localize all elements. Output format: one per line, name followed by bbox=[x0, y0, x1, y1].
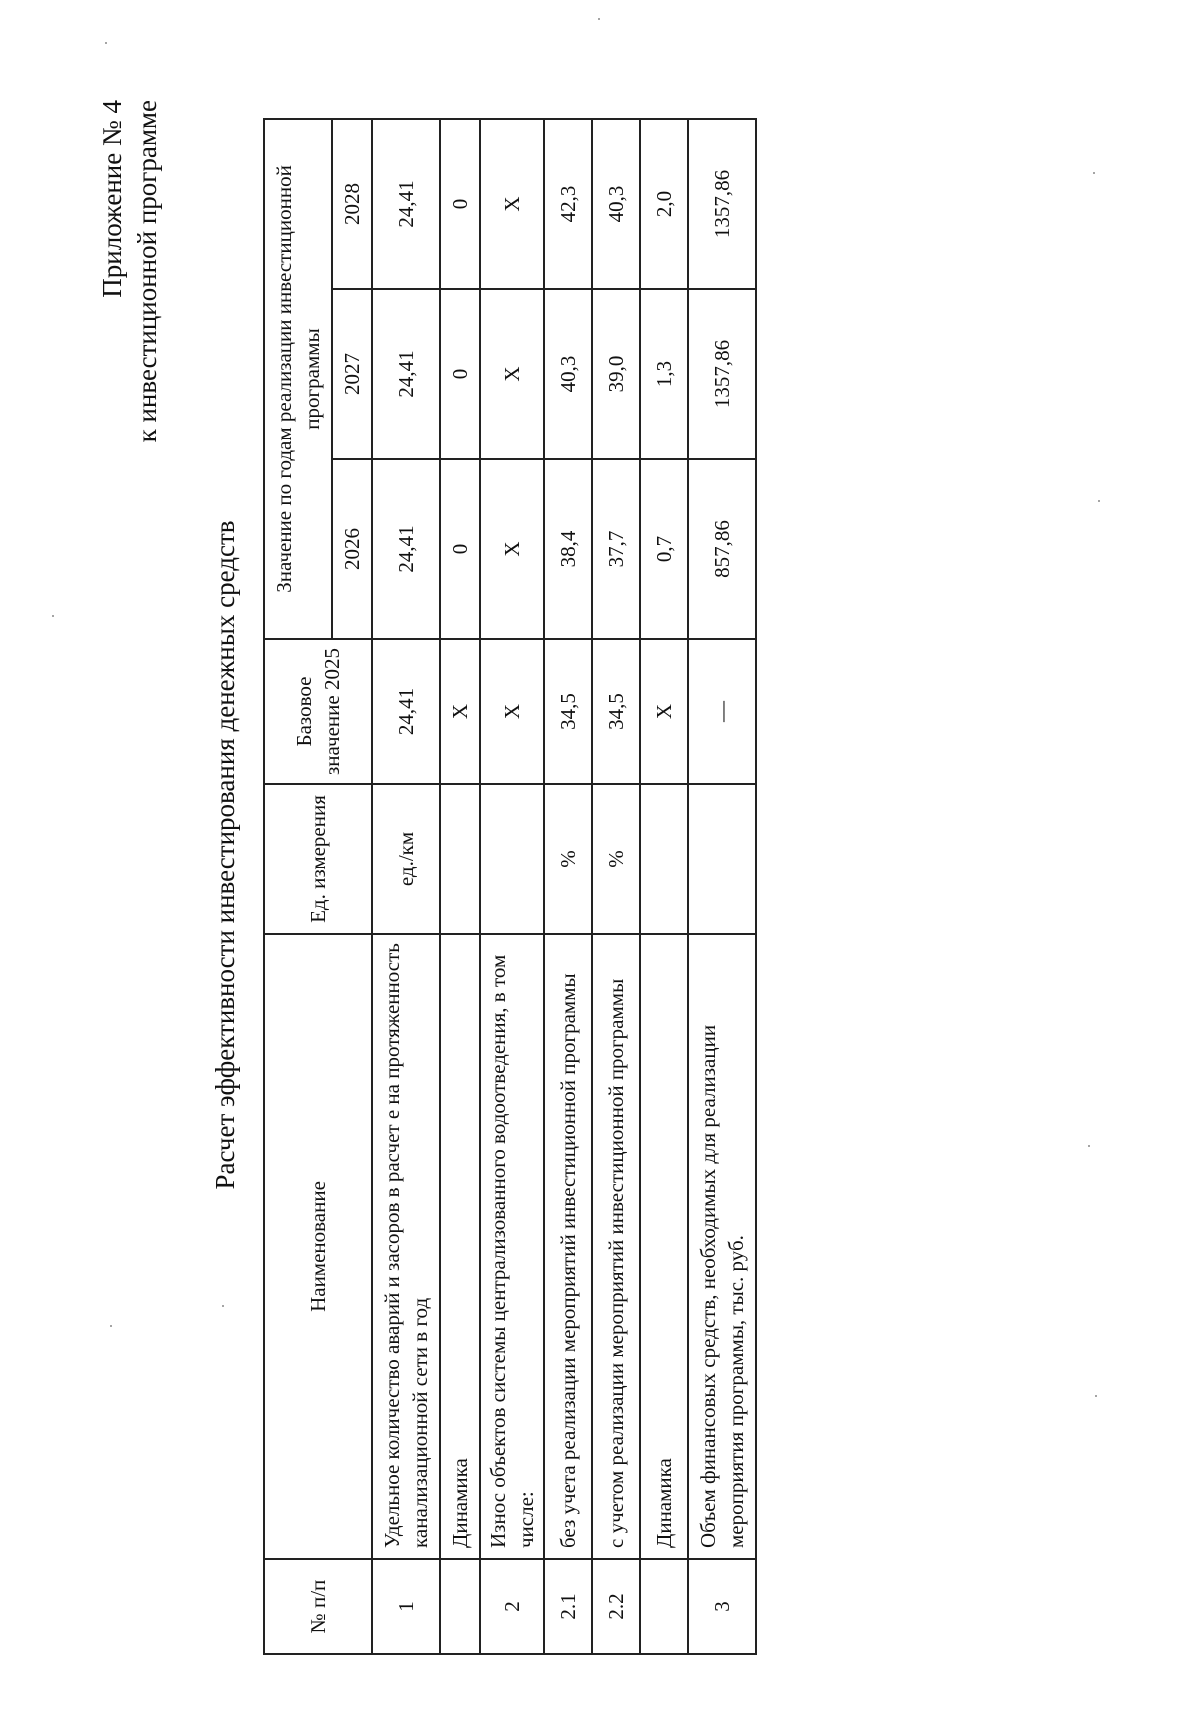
table-row bbox=[688, 119, 756, 1654]
cell-num: 2.1 bbox=[544, 1559, 592, 1654]
cell-2027: 1357,86 bbox=[688, 289, 756, 459]
cell-2028: 2,0 bbox=[640, 119, 688, 289]
cell-name: Динамика bbox=[640, 934, 688, 1559]
cell-2028: 40,3 bbox=[592, 119, 640, 289]
document-title: Расчет эффективности инвестирования денежных средств bbox=[210, 520, 240, 1190]
appendix-reference: к инвестиционной программе bbox=[132, 100, 162, 443]
table-row bbox=[440, 119, 480, 1654]
cell-num: 2.2 bbox=[592, 1559, 640, 1654]
cell-unit bbox=[440, 784, 480, 934]
cell-2027: Х bbox=[480, 289, 544, 459]
cell-2026: 38,4 bbox=[544, 459, 592, 639]
cell-2028: 24,41 bbox=[372, 119, 440, 289]
rotated-document-page bbox=[45, 55, 1155, 1655]
cell-name: Износ объектов системы централизованного водоотведения, в том числе: bbox=[480, 934, 544, 1559]
cell-base: 24,41 bbox=[372, 639, 440, 784]
cell-2026: 857,86 bbox=[688, 459, 756, 639]
cell-2027: 24,41 bbox=[372, 289, 440, 459]
cell-base: Х bbox=[480, 639, 544, 784]
cell-num bbox=[440, 1559, 480, 1654]
header-years-group: Значение по годам реализации инвестиционной программы bbox=[264, 119, 332, 639]
cell-base: Х bbox=[440, 639, 480, 784]
cell-2028: 1357,86 bbox=[688, 119, 756, 289]
appendix-number: Приложение № 4 bbox=[97, 100, 127, 298]
cell-unit bbox=[640, 784, 688, 934]
appendix-caption bbox=[95, 100, 165, 442]
cell-2028: Х bbox=[480, 119, 544, 289]
cell-unit: % bbox=[592, 784, 640, 934]
cell-2028: 0 bbox=[440, 119, 480, 289]
cell-name: Удельное количество аварий и засоров в расчет е на протяженность канализационной сети в год bbox=[372, 934, 440, 1559]
header-name: Наименование bbox=[264, 934, 372, 1559]
table-row bbox=[372, 119, 440, 1654]
cell-base: 34,5 bbox=[592, 639, 640, 784]
cell-num: 2 bbox=[480, 1559, 544, 1654]
cell-name: Объем финансовых средств, необходимых для реализации мероприятия программы, тыс. руб. bbox=[688, 934, 756, 1559]
cell-name: без учета реализации мероприятий инвестиционной программы bbox=[544, 934, 592, 1559]
header-year-2028: 2028 bbox=[332, 119, 372, 289]
cell-num: 3 bbox=[688, 1559, 756, 1654]
efficiency-table bbox=[263, 118, 757, 1655]
cell-base: — bbox=[688, 639, 756, 784]
table-header-row bbox=[264, 119, 332, 1654]
scan-speck bbox=[105, 42, 107, 44]
table-row bbox=[544, 119, 592, 1654]
cell-2027: 1,3 bbox=[640, 289, 688, 459]
header-year-2027: 2027 bbox=[332, 289, 372, 459]
table-row bbox=[592, 119, 640, 1654]
cell-unit bbox=[688, 784, 756, 934]
cell-base: 34,5 bbox=[544, 639, 592, 784]
cell-2026: Х bbox=[480, 459, 544, 639]
cell-2028: 42,3 bbox=[544, 119, 592, 289]
cell-2026: 0 bbox=[440, 459, 480, 639]
cell-2026: 37,7 bbox=[592, 459, 640, 639]
cell-num bbox=[640, 1559, 688, 1654]
cell-2027: 40,3 bbox=[544, 289, 592, 459]
scan-speck bbox=[598, 18, 600, 20]
cell-name: с учетом реализации мероприятий инвестиционной программы bbox=[592, 934, 640, 1559]
cell-unit: % bbox=[544, 784, 592, 934]
cell-name: Динамика bbox=[440, 934, 480, 1559]
cell-num: 1 bbox=[372, 1559, 440, 1654]
cell-2026: 24,41 bbox=[372, 459, 440, 639]
cell-unit bbox=[480, 784, 544, 934]
header-num: № п/п bbox=[264, 1559, 372, 1654]
cell-2026: 0,7 bbox=[640, 459, 688, 639]
header-unit: Ед. измерения bbox=[264, 784, 372, 934]
table-row bbox=[480, 119, 544, 1654]
header-base: Базовое значение 2025 bbox=[264, 639, 372, 784]
cell-2027: 0 bbox=[440, 289, 480, 459]
cell-base: Х bbox=[640, 639, 688, 784]
cell-2027: 39,0 bbox=[592, 289, 640, 459]
cell-unit: ед./км bbox=[372, 784, 440, 934]
header-year-2026: 2026 bbox=[332, 459, 372, 639]
table-row bbox=[640, 119, 688, 1654]
